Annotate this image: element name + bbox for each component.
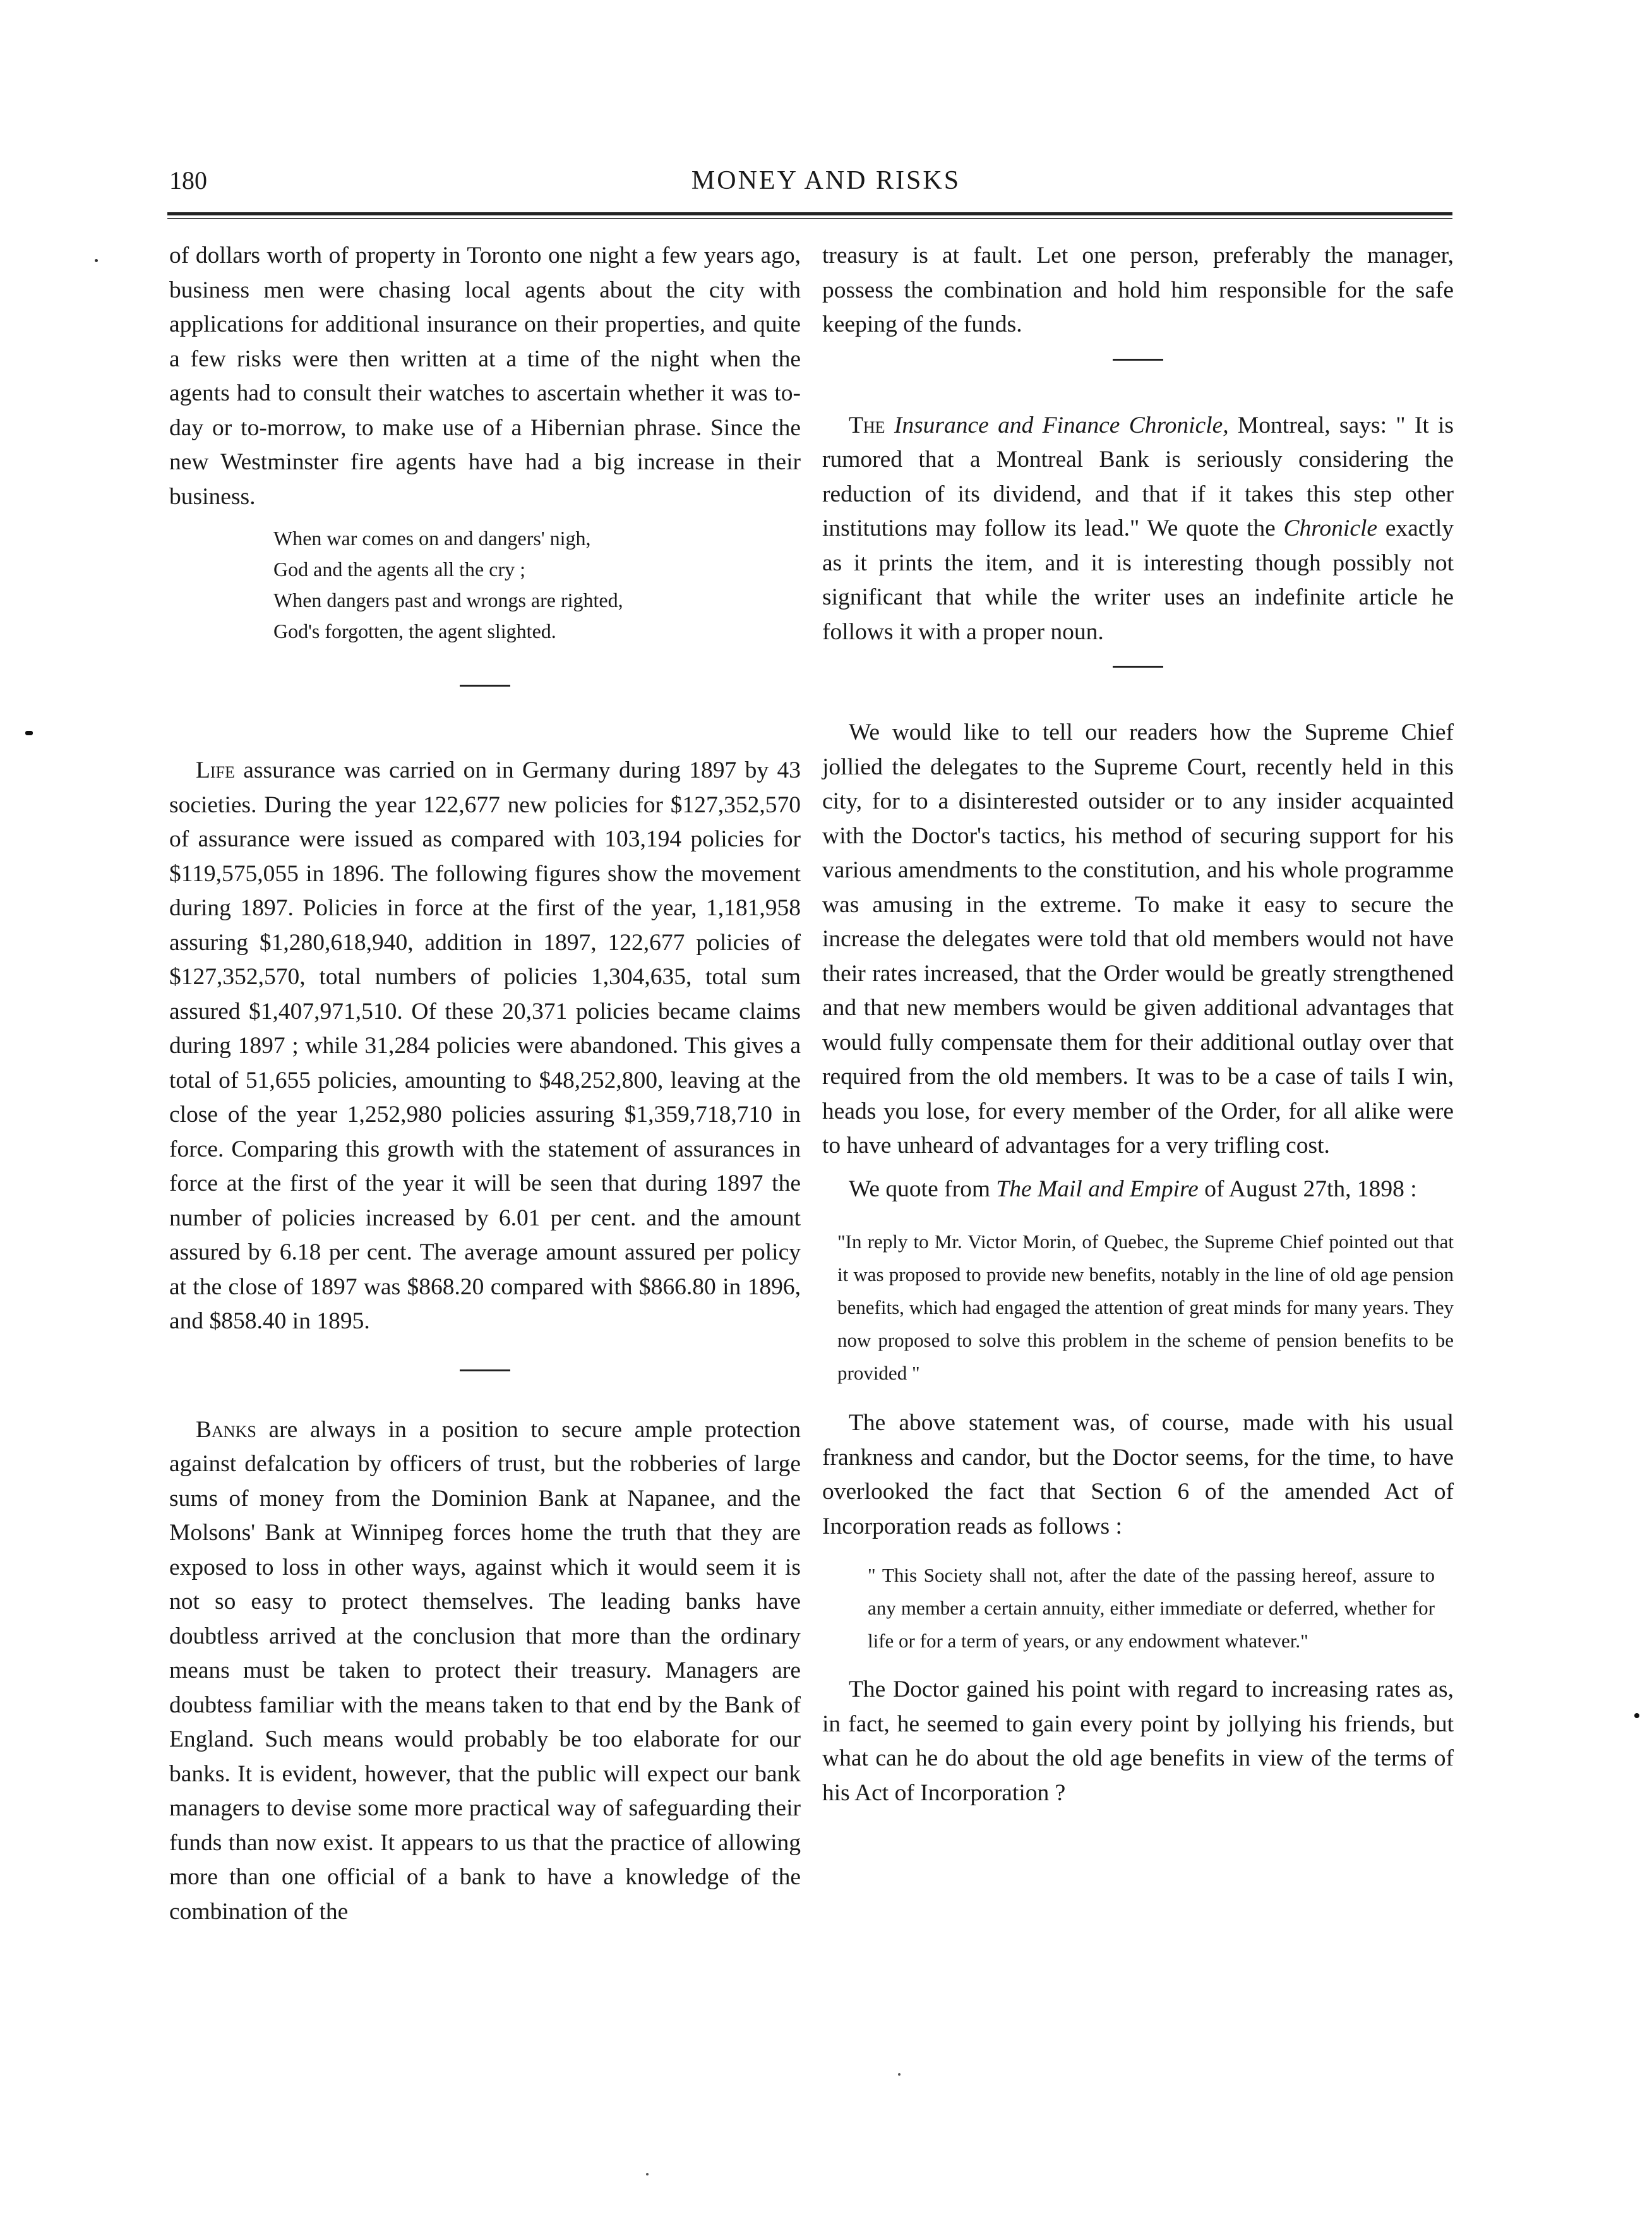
paragraph-text: are always in a position to secure ample protection against defalcation by officers of trust, but the robberies of large sums of money from the Dominion Bank at Napanee, and the Molsons' Bank at Winnipeg forces home the truth that they are exposed to loss in other ways, against which it would seem it is not so easy to protect themselves. The leading banks have doubtless arrived at the conclusion that more than the ordinary means must be taken to protect their treasury. Managers are doubtess familiar with the means taken to that end by the Bank of England. Such means would probably be too elaborate for our banks. It is evident, however, that the public will expect our bank managers to devise some more practical way of safeguarding their funds than now exist. It appears to us that the practice of allowing more than one official of a bank to have a knowledge of the combination of the	[169, 1416, 801, 1925]
scan-speck	[95, 259, 98, 262]
paragraph-text: assurance was carried on in Germany during 1897 by 43 societies. During the year 122,677 new policies for $127,352,570 of assurance were issued as compared with 103,194 policies for $119,575,055 in 1896. The following figures show the movement during 1897. Policies in force at the first of the year, 1,181,958 assuring $1,280,618,940, addition in 1897, 122,677 policies of $127,352,570, total numbers of policies 1,304,635, total sum assured $1,407,971,510. Of these 20,371 policies became claims during 1897 ; while 31,284 policies were abandoned. This gives a total of 51,655 policies, amounting to $48,252,800, leaving at the close of the year 1,252,980 policies assuring $1,359,718,710 in force. Comparing this growth with the statement of assurances in force at the first of the year it will be seen that during 1897 the number of policies increased by 6.01 per cent. and the amount assured by 6.18 per cent. The average amount assured per policy at the close of 1897 was $868.20 compared with $866.80 in 1896, and $858.40 in 1895.	[169, 757, 801, 1334]
drop-lead: Banks	[196, 1416, 256, 1443]
running-title: MONEY AND RISKS	[691, 166, 961, 195]
scan-speck	[898, 2073, 901, 2076]
scan-speck	[25, 731, 33, 735]
header-rule-thin	[167, 218, 1452, 219]
quote-intro-paragraph: We quote from The Mail and Empire of August 27th, 1898 :	[849, 1176, 1417, 1202]
verse-line: God's forgotten, the agent slighted.	[273, 620, 556, 642]
continued-paragraph: of dollars worth of property in Toronto one night a few years ago, business men were chasing local agents about the city with applications for additional insurance on their properties, and quite a few risks were then written at a time of the night when the agents had to consult their watches to ascertain whether it was to-day or to-morrow, to make use of a Hibernian phrase. Since the new Westminster fire agents have had a big increase in their business.	[169, 243, 801, 510]
paragraph-text: Montreal, says: " It is rumored that a Montreal Bank is seriously considering the reduction of its dividend, and that if it takes this step other institutions may follow its lead." We quote the	[822, 412, 1454, 541]
page-number: 180	[169, 166, 207, 195]
banks-paragraph	[169, 1413, 801, 1930]
verse-line: When dangers past and wrongs are righted,	[273, 589, 623, 611]
doctor-paragraph: The Doctor gained his point with regard to increasing rates as, in fact, he seemed to gain every point by jollying his friends, but what can he do about the old age benefits in view of the terms of his Act of Incorporation ?	[822, 1676, 1454, 1806]
block-quote: "In reply to Mr. Victor Morin, of Quebec, the Supreme Chief pointed out that it was proposed to provide new benefits, notably in the line of old age pension benefits, which had engaged the attention of great minds for many years. They now proposed to solve this problem in the scheme of pension benefits to be provided "	[837, 1230, 1454, 1384]
block-quote: " This Society shall not, after the date of the passing hereof, assure to any member a certain annuity, either immediate or deferred, whether for life or for a term of years, or any endowment whatever."	[868, 1564, 1435, 1652]
right-column	[822, 239, 1454, 1810]
publication-title: The Mail and Empire	[996, 1176, 1199, 1202]
drop-lead: The	[849, 412, 885, 438]
verse-line: God and the agents all the cry ;	[273, 558, 525, 581]
chronicle-paragraph	[822, 409, 1454, 650]
life-assurance-paragraph	[169, 754, 801, 1339]
scan-speck	[1634, 1713, 1639, 1718]
paragraph-text: exactly as it prints the item, and it is interesting though possibly not significant that while the writer uses an indefinite article he follows it with a proper noun.	[822, 515, 1454, 645]
publication-title: Chronicle	[1283, 515, 1378, 541]
verse-line: When war comes on and dangers' nigh,	[273, 527, 591, 550]
statement-paragraph: The above statement was, of course, made with his usual frankness and candor, but the Doctor seems, for the time, to have overlooked the fact that Section 6 of the amended Act of Incorporation reads as follows :	[822, 1410, 1454, 1539]
continued-paragraph: treasury is at fault. Let one person, preferably the manager, possess the combination and hold him responsible for the safe keeping of the funds.	[822, 243, 1454, 337]
supreme-chief-paragraph: We would like to tell our readers how the Supreme Chief jollied the delegates to the Supreme Court, recently held in this city, for to a disinterested outsider or to any insider acquainted with the Doctor's tactics, his method of securing support for his various amendments to the constitution, and his whole programme was amusing in the extreme. To make it easy to secure the increase the delegates were told that old members would not have their rates increased, that the Order would be greatly strengthened and that new members would be given additional advantages that would fully compensate them for their additional outlay over that required from the old members. It was to be a case of tails I win, heads you lose, for every member of the Order, for all alike were to have unheard of advantages for a very trifling cost.	[822, 719, 1454, 1158]
verse	[273, 523, 801, 647]
left-column	[169, 239, 801, 1929]
scan-speck	[646, 2173, 649, 2175]
publication-title: Insurance and Finance Chronicle,	[894, 412, 1229, 438]
header-rule	[167, 212, 1452, 215]
drop-lead: Life	[196, 757, 235, 783]
